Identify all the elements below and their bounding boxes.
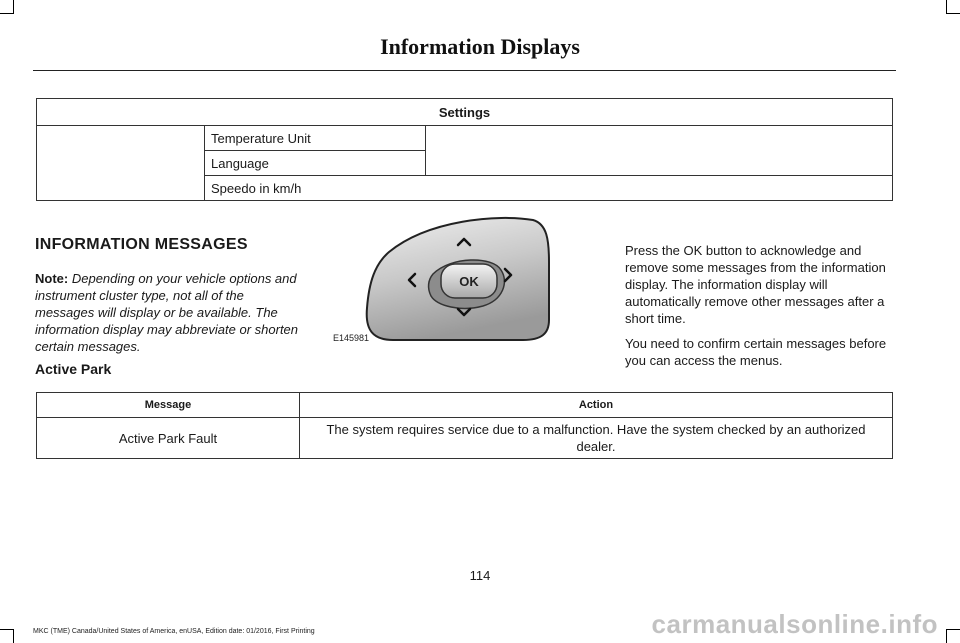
table-row (37, 418, 893, 459)
active-park-table (36, 392, 893, 459)
page-number: 114 (469, 568, 491, 583)
sub-heading-active-park: Active Park (35, 361, 112, 377)
note-label: Note: (35, 271, 69, 286)
footer-text: MKC (TME) Canada/United States of America, enUSA, Edition date: 01/2016, First Printing (33, 628, 315, 635)
steering-wheel-control-figure (333, 212, 563, 347)
table-cell-empty (37, 126, 205, 201)
crop-mark (946, 629, 947, 643)
crop-mark (0, 629, 14, 630)
table-cell-message: Active Park Fault (37, 418, 300, 459)
column-header-message: Message (37, 393, 300, 418)
side-text (625, 242, 895, 377)
crop-mark (946, 0, 947, 14)
ok-button-label: OK (459, 274, 479, 289)
crop-mark (13, 0, 14, 14)
settings-table (36, 98, 893, 201)
note-paragraph (35, 270, 303, 355)
table-header-row (37, 99, 893, 126)
side-paragraph: You need to confirm certain messages before you can access the menus. (625, 336, 887, 368)
header-divider (33, 70, 896, 71)
table-cell: Language (205, 151, 426, 176)
section-heading: INFORMATION MESSAGES (35, 236, 248, 253)
watermark: carmanualsonline.info (651, 609, 938, 639)
crop-mark (946, 13, 960, 14)
crop-mark (13, 629, 14, 643)
page-title: Information Displays (380, 34, 580, 59)
side-paragraph: Press the OK button to acknowledge and remove some messages from the information display. The information display will automatically remove other messages after a short time. (625, 243, 886, 326)
column-header-action: Action (300, 393, 893, 418)
crop-mark (946, 629, 960, 630)
table-cell-empty (426, 126, 893, 176)
steering-control-illustration (333, 212, 563, 347)
table-cell-action: The system requires service due to a malfunction. Have the system checked by an authorized dealer. (300, 418, 893, 459)
note-body: Depending on your vehicle options and instrument cluster type, not all of the messages will display or be available. The information display may abbreviate or shorten certain messages. (35, 271, 299, 354)
table-cell: Temperature Unit (205, 126, 426, 151)
figure-id: E145981 (333, 333, 370, 343)
table-cell: Speedo in km/h (205, 176, 893, 201)
settings-table-heading: Settings (37, 99, 893, 126)
table-header-row (37, 393, 893, 418)
crop-mark (0, 13, 14, 14)
table-row (37, 126, 893, 151)
